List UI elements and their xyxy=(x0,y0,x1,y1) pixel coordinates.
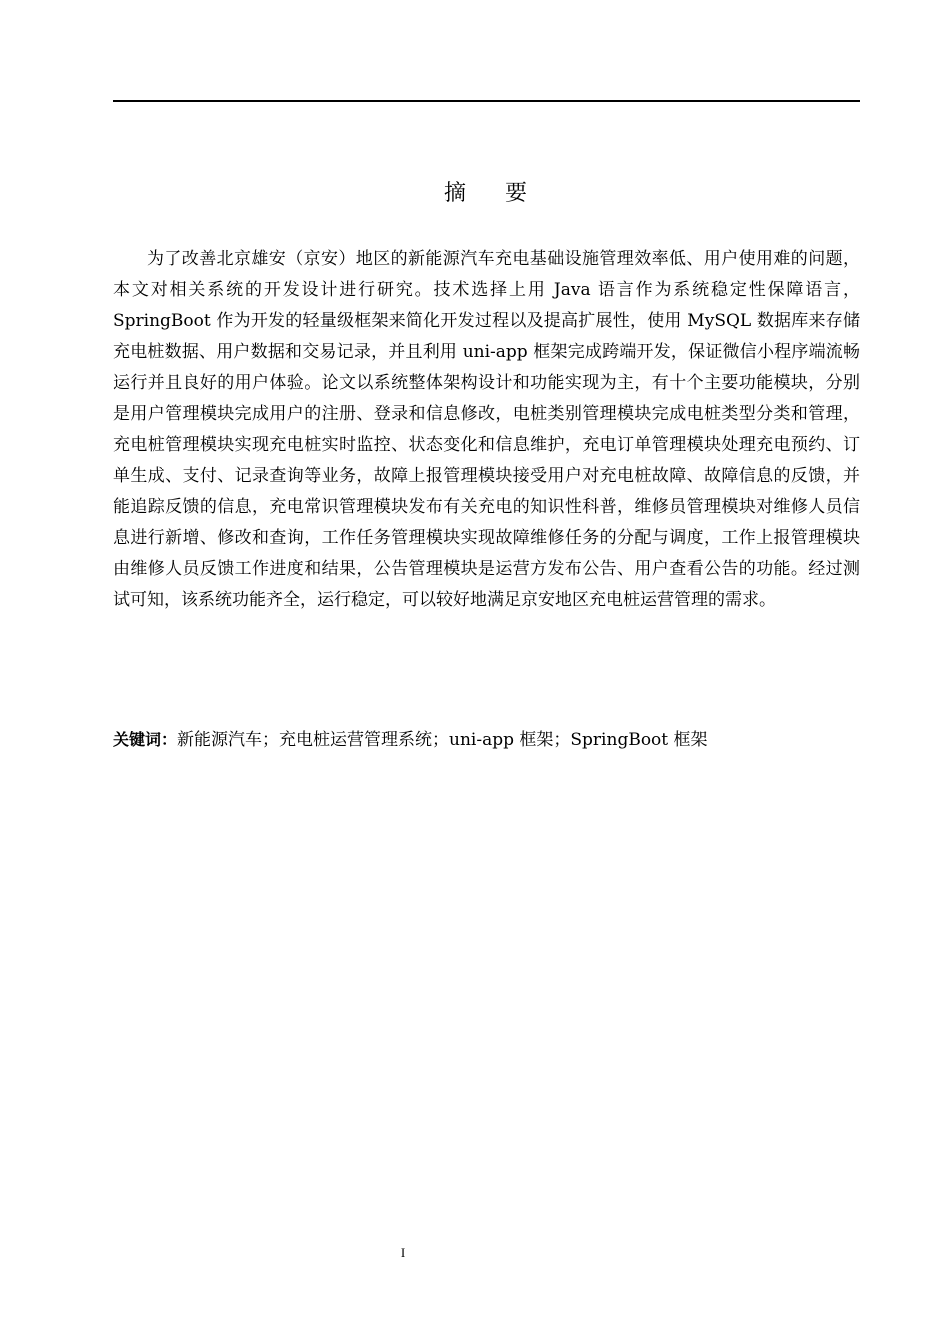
page-number: I xyxy=(400,1245,406,1260)
keywords-label: 关键词： xyxy=(113,730,178,749)
keywords-text: 新能源汽车；充电桩运营管理系统；uni-app 框架；SpringBoot 框架 xyxy=(177,730,708,750)
header-rule xyxy=(113,100,860,102)
keywords-line xyxy=(113,724,860,756)
abstract-title: 摘 要 xyxy=(444,181,529,206)
abstract-body: 为了改善北京雄安（京安）地区的新能源汽车充电基础设施管理效率低、用户使用难的问题，本文对相关系统的开发设计进行研究。技术选择上用 Java 语言作为系统稳定性保障语言，SpringBoot 作为开发的轻量级框架来简化开发过程以及提高扩展性，使用 MySQL 数据库来存储充电桩数据、用户数据和交易记录，并且利用 uni-app 框架完成跨端开发，保证微信小程序端流畅运行并且良好的用户体验。论文以系统整体架构设计和功能实现为主，有十个主要功能模块，分别是用户管理模块完成用户的注册、登录和信息修改，电桩类别管理模块完成电桩类型分类和管理，充电桩管理模块实现充电桩实时监控、状态变化和信息维护，充电订单管理模块处理充电预约、订单生成、支付、记录查询等业务，故障上报管理模块接受用户对充电桩故障、故障信息的反馈，并能追踪反馈的信息，充电常识管理模块发布有关充电的知识性科普，维修员管理模块对维修人员信息进行新增、修改和查询，工作任务管理模块实现故障维修任务的分配与调度，工作上报管理模块由维修人员反馈工作进度和结果，公告管理模块是运营方发布公告、用户查看公告的功能。经过测试可知，该系统功能齐全，运行稳定，可以较好地满足京安地区充电桩运营管理的需求。 xyxy=(113,249,860,610)
